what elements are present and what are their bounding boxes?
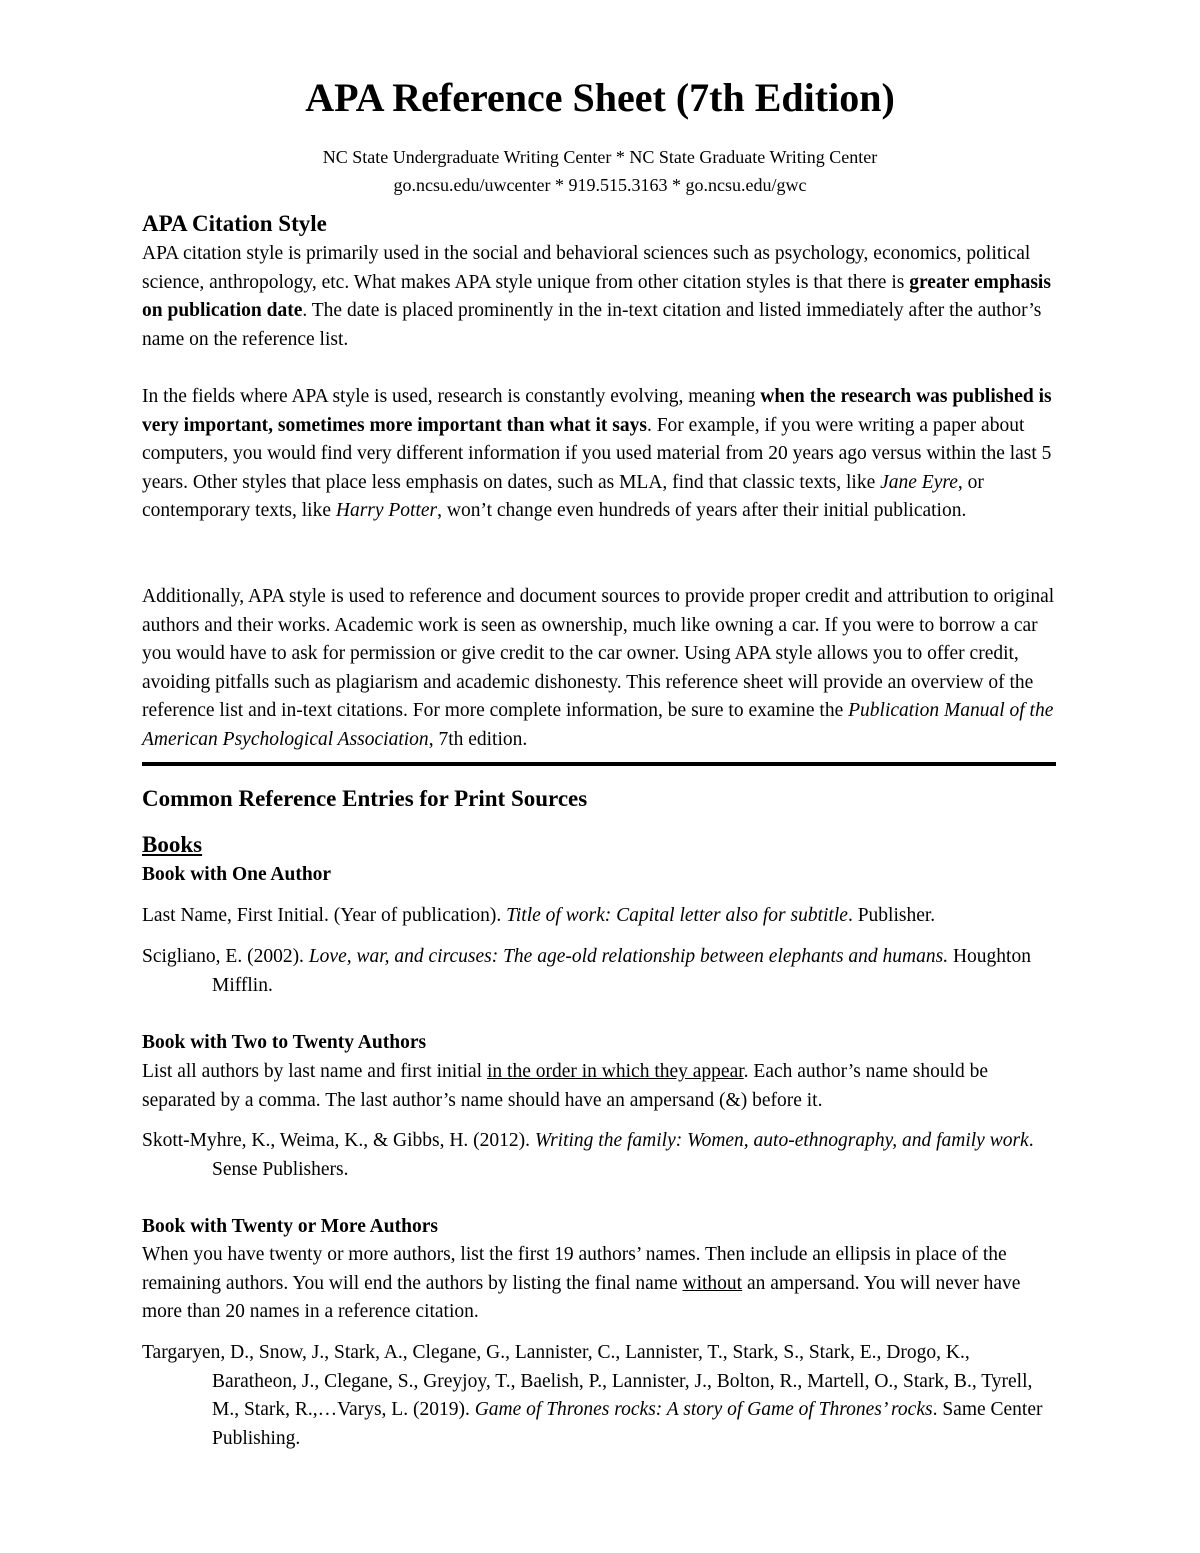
two-to-twenty-example: Skott-Myhre, K., Weima, K., & Gibbs, H. (2012). Writing the family: Women, auto-ethnography, and family work. Sense Publishers. [142, 1130, 1034, 1180]
two-to-twenty-heading: Book with Two to Twenty Authors [142, 1032, 427, 1053]
one-author-example: Scigliano, E. (2002). Love, war, and circuses: The age-old relationship between elephants and humans. Houghton Mifflin. [142, 946, 1031, 996]
citation-style-paragraph-1: APA citation style is primarily used in the social and behavioral sciences such as psychology, economics, political science, anthropology, etc. What makes APA style unique from other citation styles is that there is greater emphasis on publication date. The date is placed prominently in the in-text citation and listed immediately after the author’s name on the reference list. [142, 243, 1051, 350]
section-divider [142, 762, 1056, 766]
two-to-twenty-description: List all authors by last name and first initial in the order in which they appear. Each author’s name should be separated by a comma. The last author’s name should have an ampersand (&) before it. [142, 1061, 989, 1111]
subtitle-contact: go.ncsu.edu/uwcenter * 919.515.3163 * go.ncsu.edu/gwc [393, 175, 807, 195]
citation-style-paragraph-3: Additionally, APA style is used to reference and document sources to provide proper credit and attribution to original authors and their works. Academic work is seen as ownership, much like owning a car. If you were to borrow a car you would have to ask for permission or give credit to the car owner. Using APA style allows you to offer credit, avoiding pitfalls such as plagiarism and academic dishonesty. This reference sheet will provide an overview of the reference list and in-text citations. For more complete information, be sure to examine the Publication Manual of the American Psychological Association, 7th edition. [142, 586, 1055, 750]
twenty-or-more-heading: Book with Twenty or More Authors [142, 1216, 438, 1237]
twenty-or-more-example: Targaryen, D., Snow, J., Stark, A., Clegane, G., Lannister, C., Lannister, T., Stark, S., Stark, E., Drogo, K., Baratheon, J., Clegane, S., Greyjoy, T., Baelish, P., Lannister, J., Bolton, R., Martell, O., Stark, B., Tyrell, M., Stark, R.,…Varys, L. (2019). Game of Thrones rocks: A story of Game of Thrones’ rocks. Same Center Publishing. [142, 1342, 1043, 1449]
books-heading: Books [142, 832, 203, 857]
twenty-or-more-description: When you have twenty or more authors, list the first 19 authors’ names. Then include an ellipsis in place of the remaining authors. You will end the authors by listing the final name without an ampersand. You will never have more than 20 names in a reference citation. [142, 1244, 1021, 1323]
citation-style-paragraph-2: In the fields where APA style is used, research is constantly evolving, meaning when the research was published is very important, sometimes more important than what it says. For example, if you were writing a paper about computers, you would find very different information if you used material from 20 years ago versus within the last 5 years. Other styles that place less emphasis on dates, such as MLA, find that classic texts, like Jane Eyre, or contemporary texts, like Harry Potter, won’t change even hundreds of years after their initial publication. [142, 386, 1052, 522]
subtitle-centers: NC State Undergraduate Writing Center * NC State Graduate Writing Center [322, 147, 878, 167]
one-author-heading: Book with One Author [142, 864, 332, 885]
one-author-format: Last Name, First Initial. (Year of publication). Title of work: Capital letter also for subtitle. Publisher. [142, 905, 936, 926]
citation-style-heading: APA Citation Style [142, 211, 327, 236]
page-title: APA Reference Sheet (7th Edition) [305, 75, 895, 120]
print-sources-heading: Common Reference Entries for Print Sources [142, 786, 588, 811]
